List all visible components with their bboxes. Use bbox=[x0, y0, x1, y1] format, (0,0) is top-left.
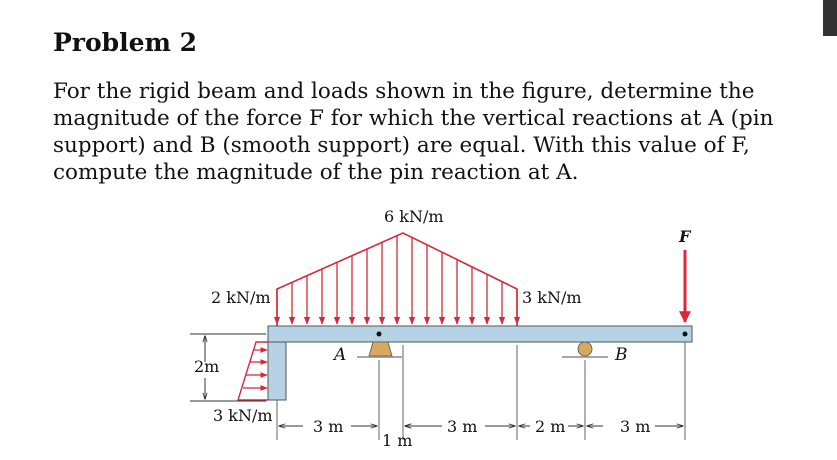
right-load-label: 3 kN/m bbox=[522, 288, 582, 307]
distributed-load bbox=[277, 233, 517, 326]
support-a-pin bbox=[357, 342, 402, 357]
dimension-label: 3 m bbox=[620, 417, 651, 436]
left-load-label: 2 kN/m bbox=[211, 288, 271, 307]
problem-statement: For the rigid beam and loads shown in the figure, determine the magnitude of the force F for which the vertical reactions at A (pin support) and B (smooth support) are equal. With this value of F, compute the magnitude of the pin reaction at A. bbox=[53, 79, 774, 185]
dimension-label: 2 m bbox=[535, 417, 566, 436]
dimension-label: 1 m bbox=[382, 431, 413, 450]
peak-load-label: 6 kN/m bbox=[384, 207, 444, 226]
post-height-label: 2m bbox=[194, 357, 220, 376]
dimension-label: 3 m bbox=[313, 417, 344, 436]
post-load-label: 3 kN/m bbox=[213, 406, 273, 425]
support-b-label: B bbox=[615, 345, 628, 365]
point-a-marker bbox=[377, 332, 382, 337]
support-b-roller bbox=[562, 342, 608, 357]
beam bbox=[268, 326, 692, 342]
post-triangular-load bbox=[238, 342, 268, 400]
support-a-label: A bbox=[334, 345, 347, 365]
beam-post bbox=[268, 342, 286, 400]
point-f-marker bbox=[683, 332, 688, 337]
dimension-label: 3 m bbox=[447, 417, 478, 436]
force-f-label: F bbox=[679, 227, 691, 246]
problem-title: Problem 2 bbox=[53, 28, 198, 57]
